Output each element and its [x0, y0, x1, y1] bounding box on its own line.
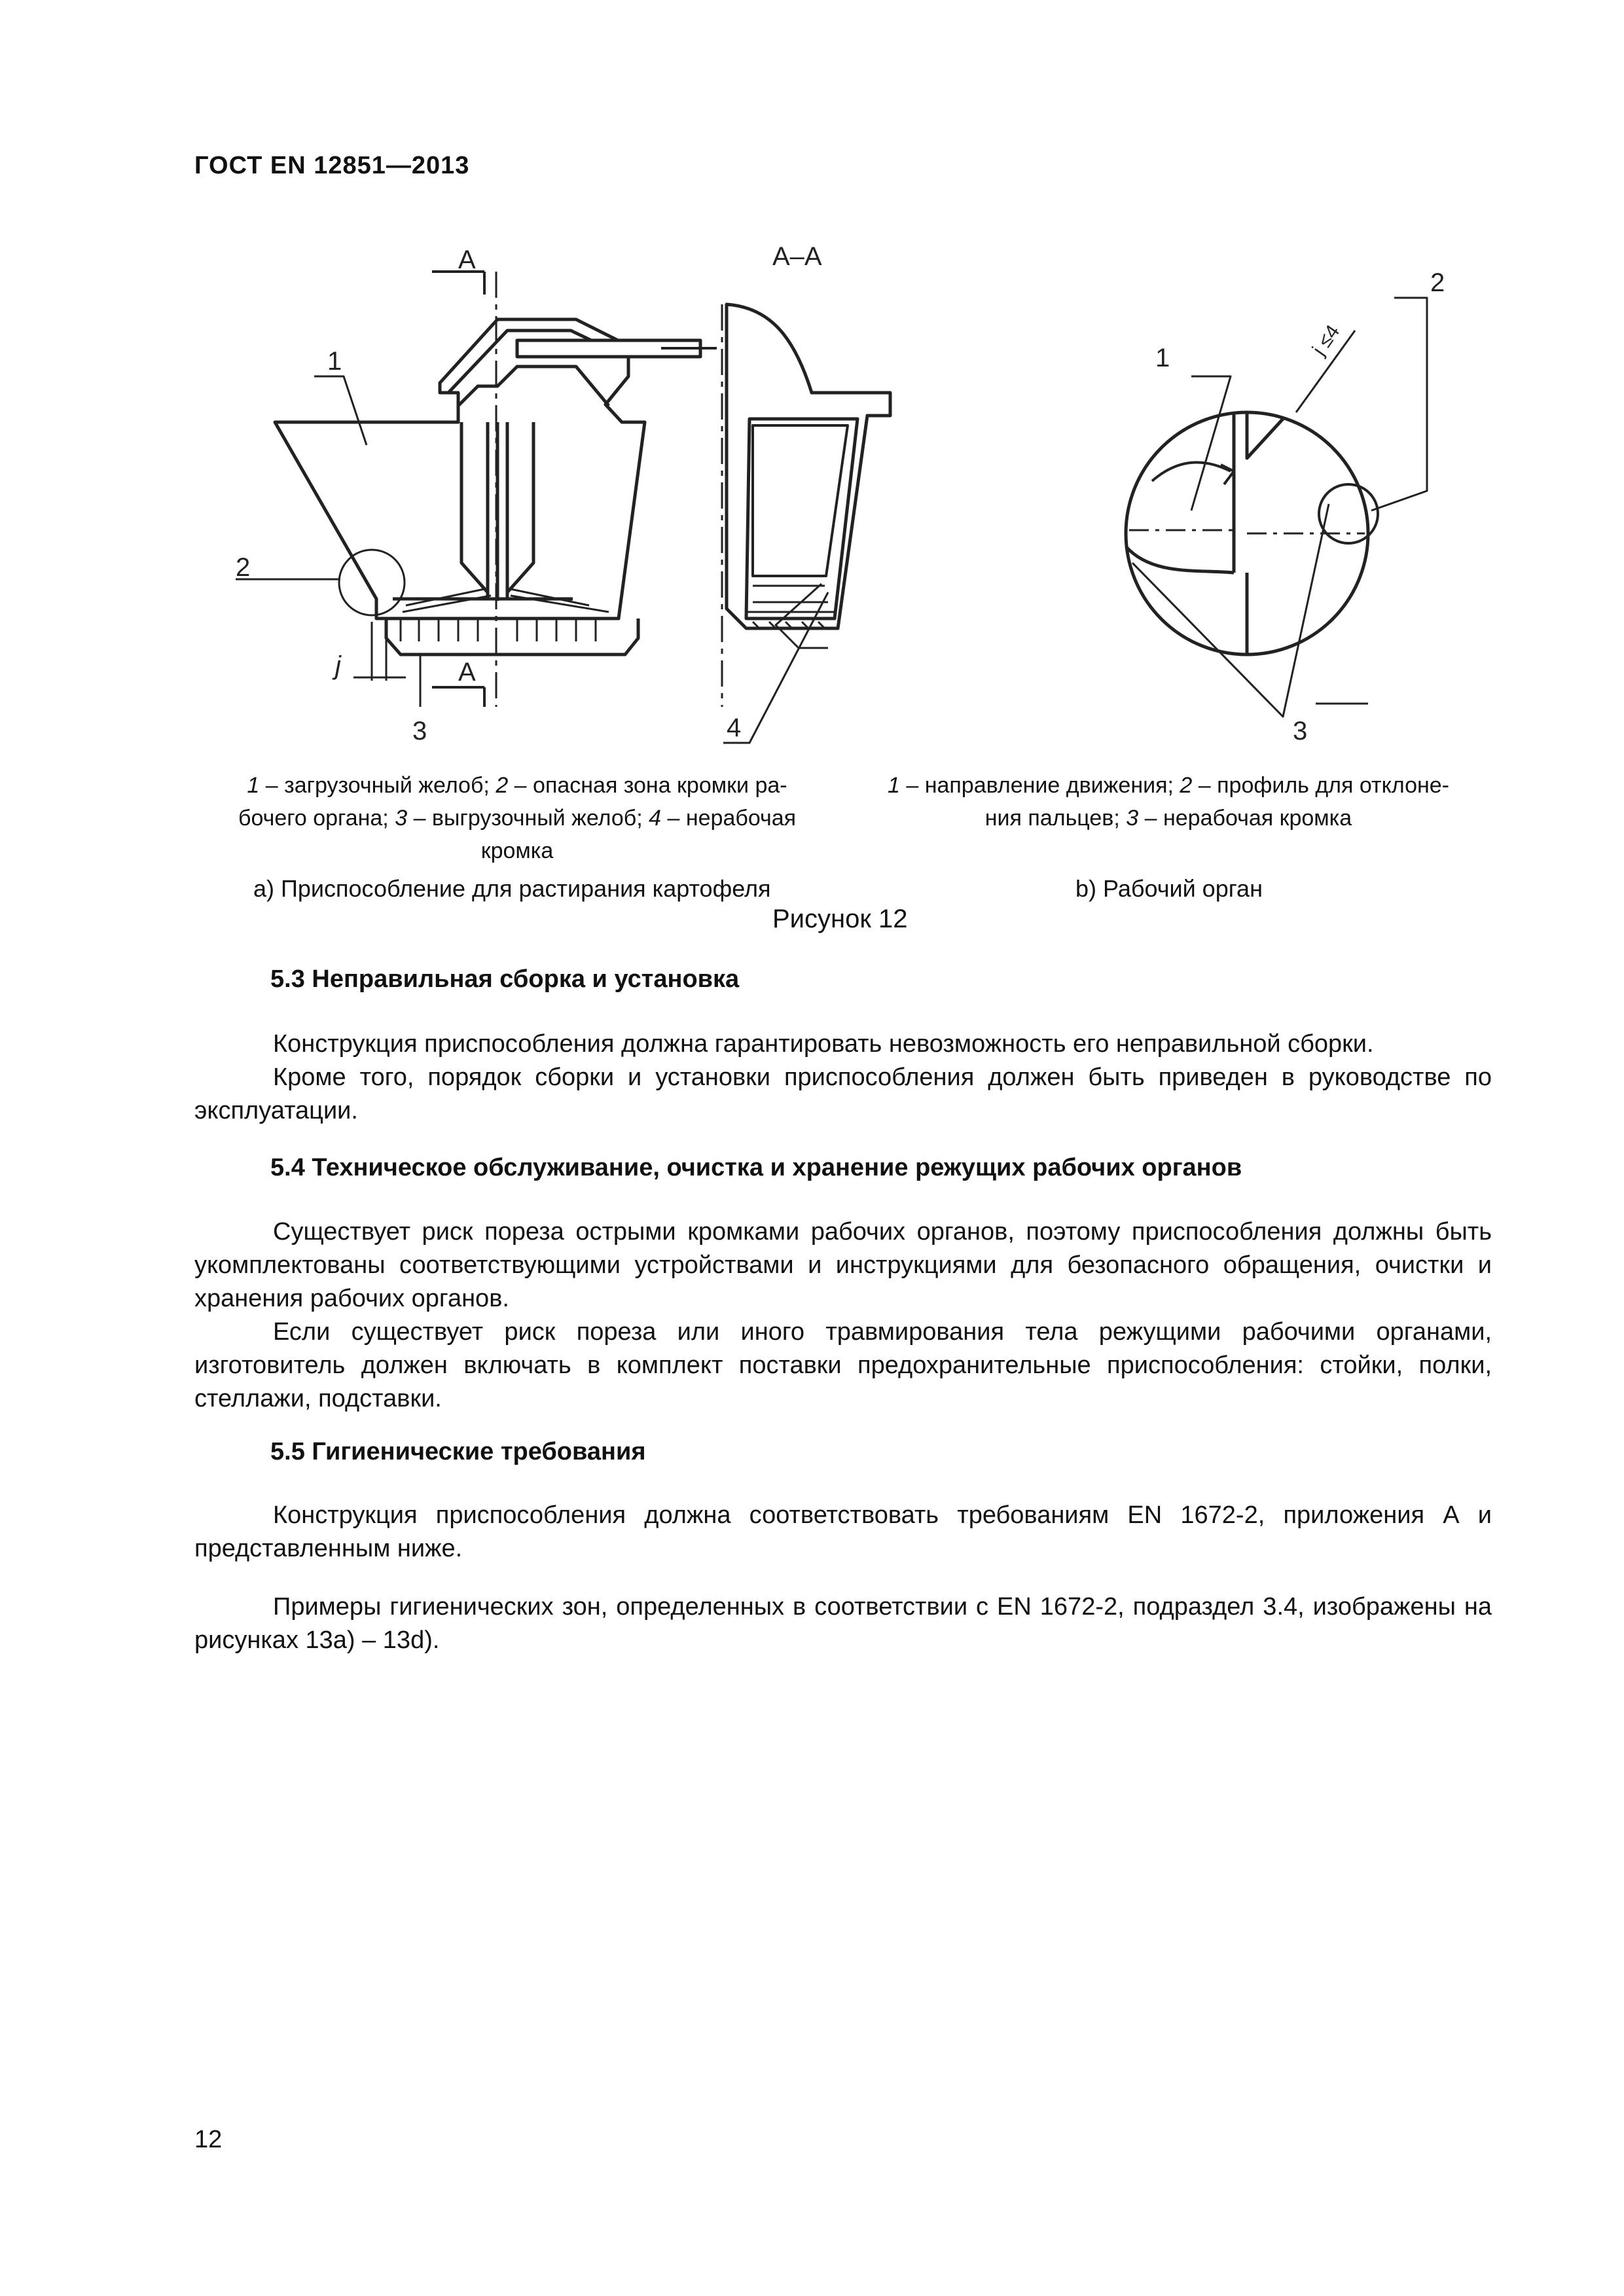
section-5-4-paragraph-1: Существует риск пореза острыми кромками рабочих органов, поэтому приспособления должны быть укомплектованы соответствующими устройствами и инструкциями для безопасного обращения, очистки и хранения рабочих органов. — [194, 1218, 1492, 1312]
label-a-j: j — [335, 651, 341, 680]
legend-a-num3: 3 — [395, 806, 408, 831]
label-section-aa: A–A — [772, 242, 822, 271]
section-5-3-paragraph-2: Кроме того, порядок сборки и установки приспособления должен быть приведен в руководстве по эксплуатации. — [194, 1064, 1492, 1124]
legend-a-text4: – выгрузочный желоб; — [407, 806, 649, 831]
label-a-2: 2 — [236, 553, 251, 582]
legend-b-num3: 3 — [1126, 806, 1139, 831]
figure-title: Рисунок 12 — [772, 905, 908, 933]
figure-b-subcaption: b) Рабочий орган — [1075, 875, 1263, 902]
legend-b-text1: – направление движения; — [899, 773, 1180, 798]
section-heading-5-4: 5.4 Техническое обслуживание, очистка и хранение режущих рабочих органов — [270, 1154, 1242, 1181]
legend-a-num2: 2 — [496, 773, 509, 798]
section-heading-5-5: 5.5 Гигиенические требования — [270, 1438, 646, 1465]
label-b-1: 1 — [1155, 344, 1170, 372]
legend-a-num1: 1 — [247, 773, 260, 798]
figure-a-device — [236, 272, 717, 707]
figure-b-blade — [1126, 298, 1427, 717]
legend-b-num1: 1 — [887, 773, 900, 798]
label-a-bottom: A — [458, 658, 476, 687]
legend-a-text6: кромка — [480, 838, 554, 863]
section-5-5-paragraph-2: Примеры гигиенических зон, определенных в соответствии с EN 1672-2, подраздел 3.4, изображены на рисунках 13а) – 13d). — [194, 1593, 1492, 1654]
label-a-3: 3 — [412, 717, 427, 745]
figure-12-drawing — [0, 0, 1624, 785]
document-header: ГОСТ EN 12851—2013 — [194, 152, 470, 179]
figure-b-legend — [851, 769, 1486, 834]
figure-a-legend — [190, 769, 844, 867]
legend-b-text4: – нерабочая кромка — [1138, 806, 1352, 831]
label-b-3: 3 — [1293, 717, 1308, 745]
label-a-1: 1 — [327, 347, 342, 376]
section-5-3-paragraph-1: Конструкция приспособления должна гарантировать невозможность его неправильной сборки. — [273, 1030, 1374, 1058]
label-b-dim: j ≤4 — [1308, 321, 1344, 360]
label-a-top: A — [458, 245, 476, 274]
section-5-5-paragraph-1: Конструкция приспособления должна соответствовать требованиям EN 1672-2, приложения А и представленным ниже. — [194, 1501, 1492, 1562]
legend-b-num2: 2 — [1180, 773, 1193, 798]
legend-a-text1: – загрузочный желоб; — [259, 773, 496, 798]
label-b-2: 2 — [1430, 268, 1445, 297]
legend-b-text3: ния пальцев; — [984, 806, 1127, 831]
legend-b-text2: – профиль для отклоне- — [1192, 773, 1449, 798]
legend-a-text5: – нерабочая — [661, 806, 797, 831]
page-number: 12 — [194, 2126, 223, 2153]
legend-a-text3: бочего органа; — [238, 806, 395, 831]
legend-a-text2: – опасная зона кромки ра- — [508, 773, 787, 798]
section-5-4-paragraph-2: Если существует риск пореза или иного травмирования тела режущими рабочими органами, изготовитель должен включать в комплект поставки предохранительные приспособления: стойки, полки, стеллажи, подставки. — [194, 1318, 1492, 1412]
label-a-4: 4 — [727, 713, 742, 742]
figure-a-subcaption: а) Приспособление для растирания картофеля — [253, 875, 771, 902]
section-heading-5-3: 5.3 Неправильная сборка и установка — [270, 965, 740, 993]
figure-a-section-aa — [722, 304, 890, 743]
legend-a-num4: 4 — [649, 806, 662, 831]
